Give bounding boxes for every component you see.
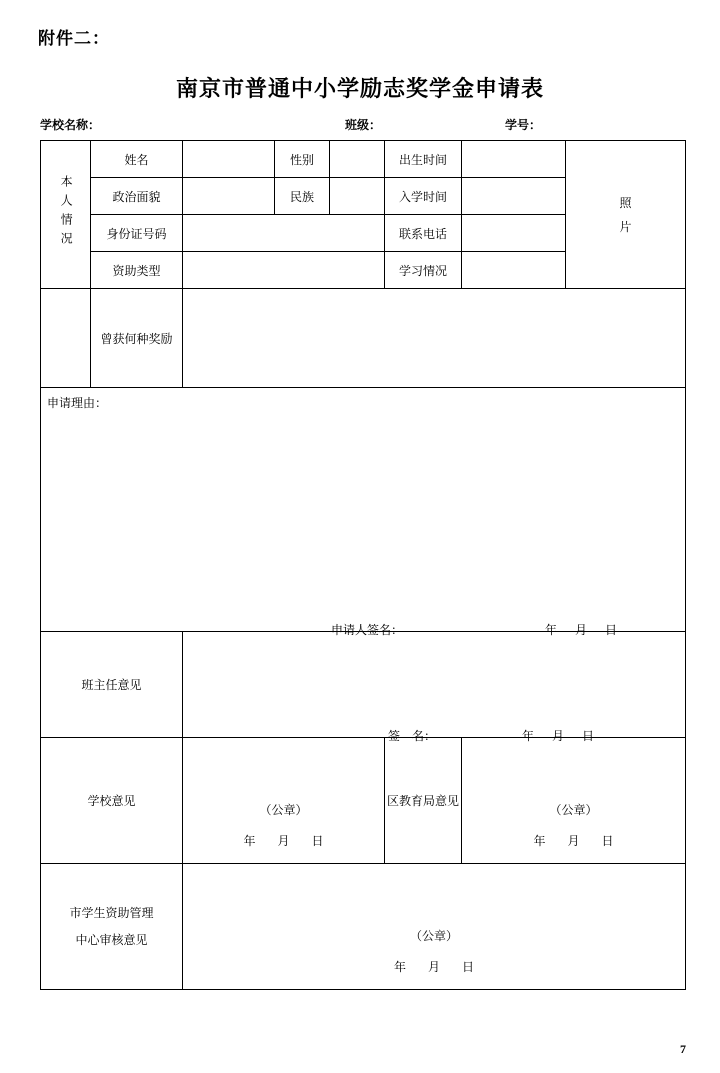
label-class-teacher-opinion: 班主任意见: [41, 632, 183, 738]
field-ethnicity-value[interactable]: [330, 178, 385, 215]
photo-placeholder: [566, 141, 686, 289]
field-name-value[interactable]: [183, 141, 275, 178]
field-gender-value[interactable]: [330, 141, 385, 178]
table-row: [41, 738, 686, 864]
field-enrollment-date-value[interactable]: [462, 178, 566, 215]
table-row: [41, 632, 686, 738]
table-row: [41, 141, 686, 178]
field-political-status-value[interactable]: [183, 178, 275, 215]
applicant-date-day: 日: [605, 623, 618, 637]
field-aid-type-value[interactable]: [183, 252, 385, 289]
application-form-table: [40, 140, 686, 990]
city-center-label-line2: 中心审核意见: [75, 932, 148, 947]
district-date-month: 月: [567, 834, 580, 848]
applicant-date-year: 年: [545, 623, 558, 637]
school-stamp-label: （公章）: [259, 803, 308, 817]
school-stamp-block: [183, 801, 384, 849]
city-center-stamp-label: （公章）: [409, 929, 458, 943]
district-stamp-block: [462, 801, 685, 849]
label-aid-type: 资助类型: [91, 252, 183, 289]
page-number: 7: [680, 1042, 686, 1056]
teacher-date-month: 月: [552, 729, 565, 743]
page-title: 南京市普通中小学励志奖学金申请表: [175, 76, 544, 101]
photo-label-line1: 照: [619, 195, 632, 210]
teacher-signature-label: 签 名：: [388, 729, 437, 743]
attachment-label: 附件二：: [38, 29, 110, 48]
field-phone-value[interactable]: [462, 215, 566, 252]
teacher-date-year: 年: [522, 729, 535, 743]
label-awards: 曾获何种奖励: [91, 289, 183, 388]
table-row: [41, 864, 686, 990]
city-center-date-day: 日: [462, 960, 475, 974]
label-gender: 性别: [275, 141, 330, 178]
field-id-number-value[interactable]: [183, 215, 385, 252]
class-label: 班级：: [345, 118, 382, 132]
student-number-label: 学号：: [505, 118, 542, 132]
school-opinion-cell[interactable]: [183, 738, 385, 864]
city-center-opinion-cell[interactable]: [183, 864, 686, 990]
field-awards-value[interactable]: [183, 289, 686, 388]
applicant-signature-label: 申请人签名：: [331, 623, 404, 637]
field-birth-date-value[interactable]: [462, 141, 566, 178]
city-center-date-year: 年: [393, 960, 406, 974]
applicant-date-month: 月: [575, 623, 588, 637]
school-date-line: [232, 834, 334, 848]
school-date-year: 年: [243, 834, 256, 848]
school-date-month: 月: [277, 834, 290, 848]
district-opinion-cell[interactable]: [462, 738, 686, 864]
table-row: [41, 388, 686, 632]
header-fields: [40, 116, 685, 134]
city-center-label-line1: 市学生资助管理: [69, 906, 154, 921]
application-reason-title: 申请理由：: [47, 396, 108, 410]
personal-section-side-label-continued: [41, 289, 91, 388]
label-school-opinion: 学校意见: [41, 738, 183, 864]
city-center-date-month: 月: [427, 960, 440, 974]
label-city-center-opinion: [41, 864, 183, 990]
city-center-stamp-block: [183, 927, 685, 975]
personal-section-side-label-text: 本人情况: [59, 174, 74, 251]
personal-section-side-label: [41, 141, 91, 289]
label-enrollment-date: 入学时间: [385, 178, 462, 215]
class-teacher-opinion-cell[interactable]: [183, 632, 686, 743]
table-row: [41, 289, 686, 388]
district-date-year: 年: [533, 834, 546, 848]
field-study-status-value[interactable]: [462, 252, 566, 289]
application-reason-cell[interactable]: [41, 388, 686, 637]
photo-label-line2: 片: [619, 219, 632, 234]
district-stamp-label: （公章）: [549, 803, 598, 817]
school-name-label: 学校名称：: [40, 118, 101, 132]
district-date-line: [522, 834, 624, 848]
label-name: 姓名: [91, 141, 183, 178]
label-birth-date: 出生时间: [385, 141, 462, 178]
district-date-day: 日: [601, 834, 614, 848]
label-phone: 联系电话: [385, 215, 462, 252]
label-district-opinion: 区教育局意见: [385, 738, 462, 864]
label-id-number: 身份证号码: [91, 215, 183, 252]
label-study-status: 学习情况: [385, 252, 462, 289]
school-date-day: 日: [311, 834, 324, 848]
city-center-date-line: [383, 960, 485, 974]
teacher-date-day: 日: [582, 729, 595, 743]
label-ethnicity: 民族: [275, 178, 330, 215]
label-political-status: 政治面貌: [91, 178, 183, 215]
